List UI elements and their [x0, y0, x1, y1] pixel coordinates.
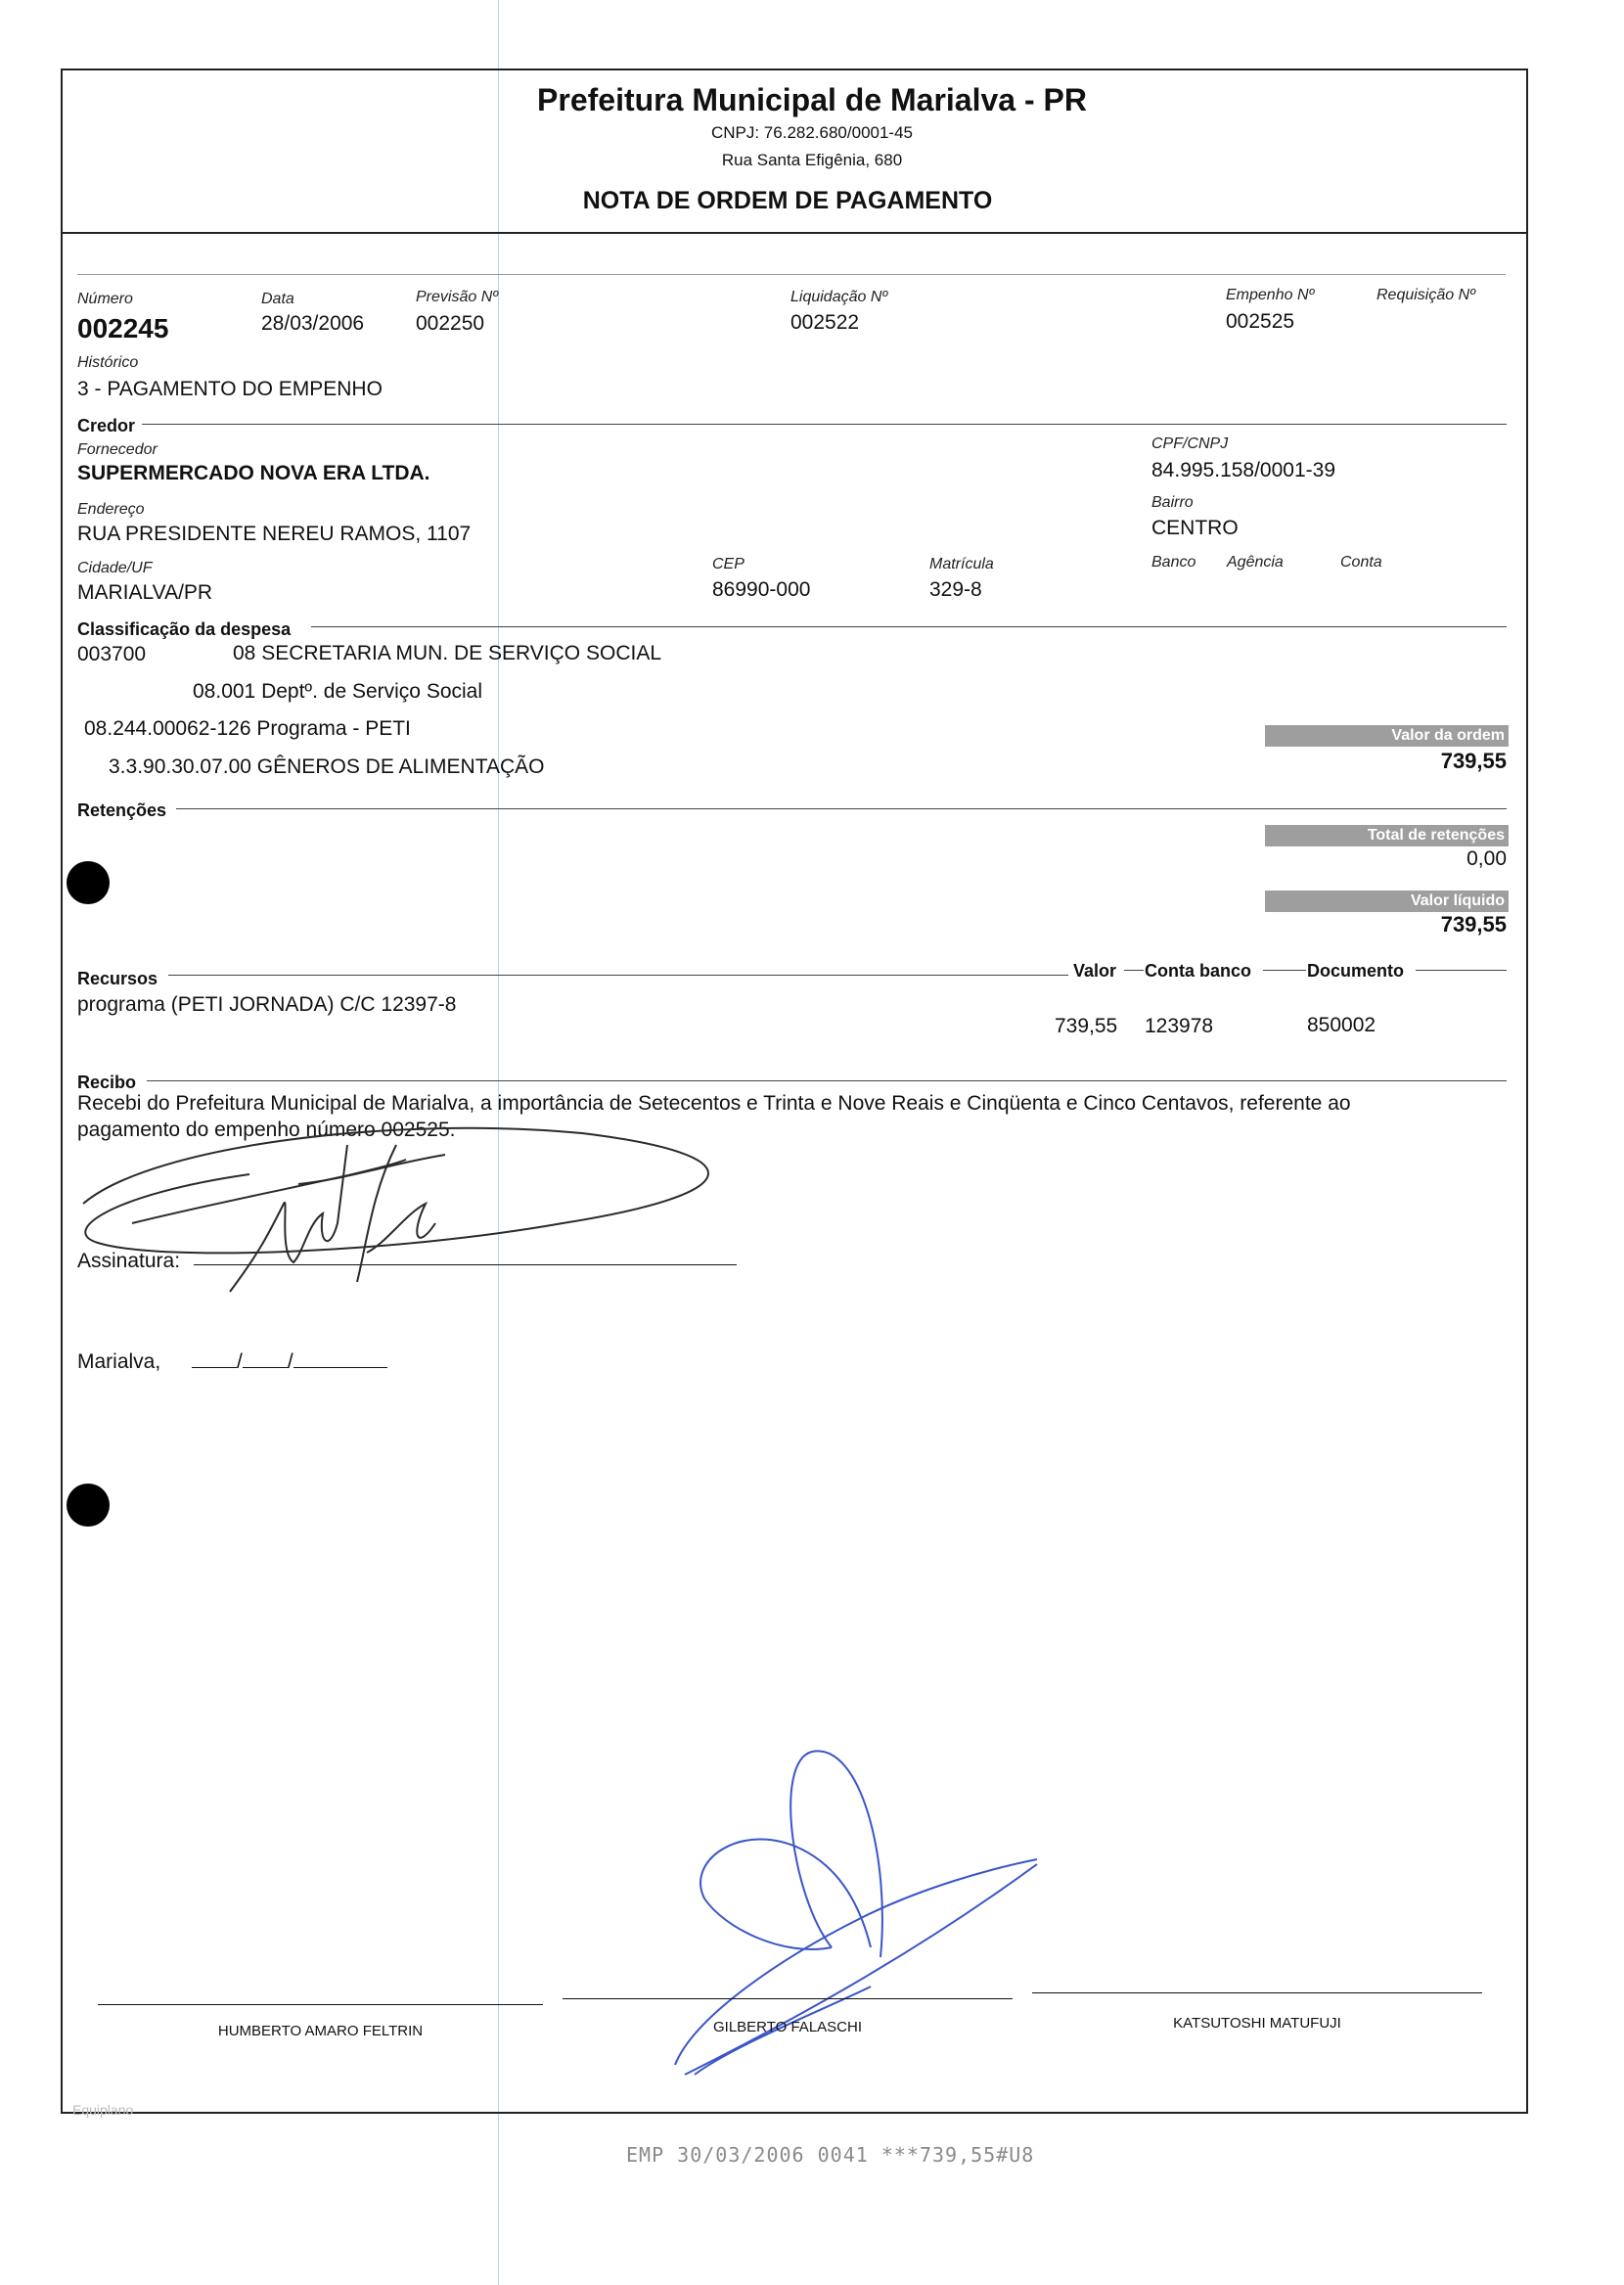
signatory-1: HUMBERTO AMARO FELTRIN: [217, 2023, 424, 2039]
total-retencoes-value: 0,00: [1466, 847, 1507, 870]
document-title: NOTA DE ORDEM DE PAGAMENTO: [582, 187, 993, 214]
recursos-valor: 739,55: [1055, 1015, 1118, 1037]
recibo-line-2: pagamento do empenho número 002525.: [77, 1119, 456, 1141]
dept-value: 08.001 Deptº. de Serviço Social: [193, 680, 483, 703]
recursos-section: Recursos: [77, 969, 158, 988]
valor-liquido-label: Valor líquido: [1265, 891, 1509, 912]
sig-line-1: [98, 2004, 543, 2005]
header-divider: [61, 232, 1528, 234]
punch-hole-bottom: [67, 1484, 110, 1527]
recursos-rule-1: [168, 975, 1068, 976]
address-text: Rua Santa Efigênia, 680: [721, 151, 903, 169]
cidade-label: Cidade/UF: [77, 560, 153, 576]
liquidacao-label: Liquidação Nº: [790, 289, 888, 305]
recursos-rule-4: [1416, 970, 1507, 971]
previsao-value: 002250: [416, 312, 485, 335]
sig-line-2: [563, 1998, 1013, 1999]
requisicao-label: Requisição Nº: [1376, 287, 1475, 303]
recibo-rule: [147, 1080, 1507, 1081]
date-blanks: / /: [192, 1350, 387, 1374]
bairro-value: CENTRO: [1151, 517, 1239, 539]
retencoes-rule: [176, 808, 1507, 809]
ids-divider: [77, 274, 1506, 275]
cidade-value: MARIALVA/PR: [77, 581, 213, 604]
fornecedor-value: SUPERMERCADO NOVA ERA LTDA.: [77, 462, 430, 484]
conta-label: Conta: [1340, 554, 1382, 571]
local-date-label: Marialva,: [77, 1350, 161, 1373]
signatory-3: KATSUTOSHI MATUFUJI: [1173, 2015, 1341, 2032]
secretaria-value: 08 SECRETARIA MUN. DE SERVIÇO SOCIAL: [233, 642, 662, 664]
retencoes-section: Retenções: [77, 800, 167, 820]
programa-value: 08.244.00062-126 Programa - PETI: [84, 717, 411, 740]
endereco-label: Endereço: [77, 501, 145, 518]
liquidacao-value: 002522: [790, 311, 860, 334]
recibo-section: Recibo: [77, 1073, 137, 1092]
conta-banco-col-label: Conta banco: [1145, 961, 1252, 981]
recursos-rule-3: [1263, 970, 1306, 971]
cpf-label: CPF/CNPJ: [1151, 435, 1229, 452]
punch-hole-top: [67, 861, 110, 904]
previsao-label: Previsão Nº: [416, 289, 499, 305]
numero-label: Número: [77, 291, 133, 307]
software-brand: Equiplano: [72, 2102, 134, 2118]
bank-stamp: EMP 30/03/2006 0041 ***739,55#U8: [626, 2143, 1035, 2167]
endereco-value: RUA PRESIDENTE NEREU RAMOS, 1107: [77, 523, 472, 545]
cnpj-text: CNPJ: 76.282.680/0001-45: [710, 123, 914, 142]
valor-ordem-value: 739,55: [1440, 749, 1507, 773]
classificacao-rule: [311, 626, 1507, 627]
recibo-signature: [73, 1106, 758, 1311]
cep-value: 86990-000: [712, 578, 811, 601]
numero-value: 002245: [77, 313, 169, 343]
matricula-value: 329-8: [929, 578, 982, 601]
recibo-line-1: Recebi do Prefeitura Municipal de Marialva, a importância de Setecentos e Trinta e Nove Reais e Cinqüenta e Cinco Centavos, referente ao: [77, 1092, 1351, 1115]
matricula-label: Matrícula: [929, 556, 994, 572]
recursos-descricao: programa (PETI JORNADA) C/C 12397-8: [77, 993, 457, 1016]
bairro-label: Bairro: [1151, 494, 1194, 511]
classificacao-section: Classificação da despesa: [77, 619, 292, 639]
recursos-documento: 850002: [1307, 1014, 1376, 1036]
documento-col-label: Documento: [1307, 961, 1404, 981]
page-title: Prefeitura Municipal de Marialva - PR: [537, 82, 1087, 117]
assinatura-label: Assinatura:: [77, 1250, 181, 1272]
empenho-value: 002525: [1226, 310, 1295, 333]
elemento-value: 3.3.90.30.07.00 GÊNEROS DE ALIMENTAÇÃO: [109, 755, 545, 778]
historico-value: 3 - PAGAMENTO DO EMPENHO: [77, 378, 383, 400]
recursos-rule-2: [1124, 970, 1144, 971]
credor-rule: [142, 424, 1507, 425]
signatory-2: GILBERTO FALASCHI: [713, 2019, 862, 2035]
fornecedor-label: Fornecedor: [77, 441, 158, 458]
total-retencoes-label: Total de retenções: [1265, 825, 1509, 846]
valor-liquido-value: 739,55: [1440, 912, 1507, 937]
classificacao-code: 003700: [77, 643, 147, 665]
banco-label: Banco: [1151, 554, 1196, 571]
cpf-value: 84.995.158/0001-39: [1151, 459, 1336, 481]
empenho-label: Empenho Nº: [1226, 287, 1315, 303]
recursos-conta: 123978: [1145, 1015, 1214, 1037]
valor-ordem-label: Valor da ordem: [1265, 725, 1509, 747]
historico-label: Histórico: [77, 354, 139, 371]
valor-col-label: Valor: [1073, 961, 1117, 981]
agencia-label: Agência: [1227, 554, 1284, 571]
credor-section: Credor: [77, 416, 136, 435]
sig-line-3: [1032, 1992, 1482, 1993]
cep-label: CEP: [712, 556, 744, 572]
data-label: Data: [261, 291, 294, 307]
data-value: 28/03/2006: [261, 312, 365, 335]
